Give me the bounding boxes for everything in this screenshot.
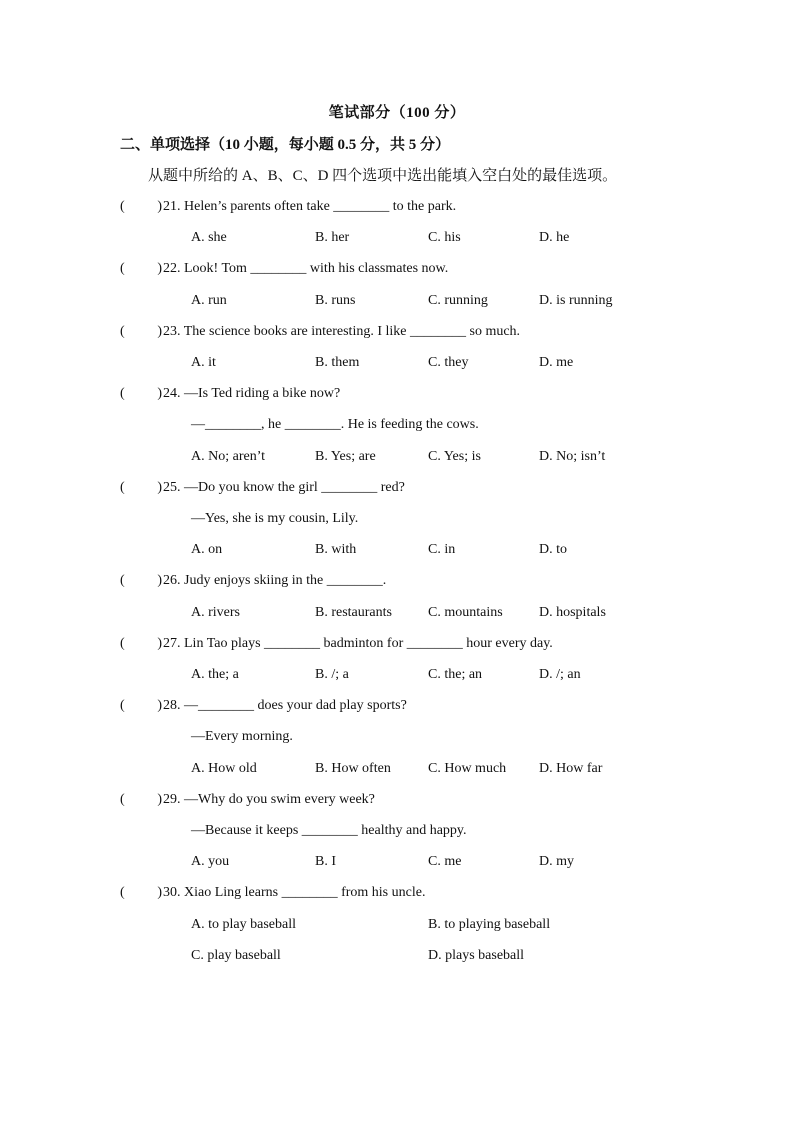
answer-bracket[interactable]: ( ) <box>120 386 162 401</box>
option-a[interactable]: A. No; aren’t <box>191 449 265 464</box>
option-b[interactable]: B. I <box>315 854 336 869</box>
option-d[interactable]: D. to <box>539 542 567 557</box>
answer-bracket[interactable]: ( ) <box>120 324 162 339</box>
question-stem: 30. Xiao Ling learns ________ from his uncle. <box>163 885 426 900</box>
answer-bracket[interactable]: ( ) <box>120 792 162 807</box>
option-d[interactable]: D. plays baseball <box>428 948 525 963</box>
question-stem: 25. —Do you know the girl ________ red? <box>163 480 405 495</box>
option-d[interactable]: D. me <box>539 355 574 370</box>
question-stem: 27. Lin Tao plays ________ badminton for ________ hour every day. <box>163 636 553 651</box>
option-a[interactable]: A. rivers <box>191 605 240 620</box>
option-d[interactable]: D. /; an <box>539 667 581 682</box>
option-d[interactable]: D. No; isn’t <box>539 449 606 464</box>
option-a[interactable]: A. the; a <box>191 667 239 682</box>
option-a[interactable]: A. you <box>191 854 230 869</box>
option-c[interactable]: C. Yes; is <box>428 449 481 464</box>
question-stem: 24. —Is Ted riding a bike now? <box>163 386 341 401</box>
question-stem: 22. Look! Tom ________ with his classmates now. <box>163 261 449 276</box>
answer-bracket[interactable]: ( ) <box>120 698 162 713</box>
answer-bracket[interactable]: ( ) <box>120 885 162 900</box>
answer-bracket[interactable]: ( ) <box>120 261 162 276</box>
option-c[interactable]: C. they <box>428 355 469 370</box>
question-stem: 28. —________ does your dad play sports? <box>163 698 407 713</box>
answer-bracket[interactable]: ( ) <box>120 480 162 495</box>
dialogue-reply: —________, he ________. He is feeding the cows. <box>191 417 479 432</box>
dialogue-reply: —Every morning. <box>191 729 293 744</box>
answer-bracket[interactable]: ( ) <box>120 199 162 214</box>
option-b[interactable]: B. How often <box>315 761 391 776</box>
option-b[interactable]: B. with <box>315 542 357 557</box>
option-b[interactable]: B. them <box>315 355 360 370</box>
option-c[interactable]: C. his <box>428 230 461 245</box>
dialogue-reply: —Because it keeps ________ healthy and happy. <box>191 823 467 838</box>
page-title: 笔试部分（100 分） <box>328 105 466 121</box>
option-c[interactable]: C. How much <box>428 761 507 776</box>
option-a[interactable]: A. run <box>191 293 227 308</box>
option-d[interactable]: D. How far <box>539 761 603 776</box>
option-d[interactable]: D. he <box>539 230 570 245</box>
answer-bracket[interactable]: ( ) <box>120 636 162 651</box>
option-d[interactable]: D. hospitals <box>539 605 606 620</box>
question-stem: 26. Judy enjoys skiing in the ________. <box>163 573 387 588</box>
instructions: 从题中所给的 A、B、C、D 四个选项中选出能填入空白处的最佳选项。 <box>148 168 618 184</box>
option-b[interactable]: B. her <box>315 230 350 245</box>
option-a[interactable]: A. it <box>191 355 216 370</box>
section-heading: 二、单项选择（10 小题，每小题 0.5 分，共 5 分） <box>120 137 451 153</box>
option-b[interactable]: B. /; a <box>315 667 349 682</box>
question-stem: 23. The science books are interesting. I like ________ so much. <box>163 324 521 339</box>
option-d[interactable]: D. is running <box>539 293 613 308</box>
dialogue-reply: —Yes, she is my cousin, Lily. <box>191 511 359 526</box>
option-b[interactable]: B. to playing baseball <box>428 917 551 932</box>
option-d[interactable]: D. my <box>539 854 574 869</box>
answer-bracket[interactable]: ( ) <box>120 573 162 588</box>
option-c[interactable]: C. running <box>428 293 488 308</box>
option-c[interactable]: C. me <box>428 854 462 869</box>
option-c[interactable]: C. in <box>428 542 456 557</box>
option-c[interactable]: C. mountains <box>428 605 503 620</box>
question-stem: 21. Helen’s parents often take ________ to the park. <box>163 199 457 214</box>
option-c[interactable]: C. play baseball <box>191 948 281 963</box>
option-b[interactable]: B. restaurants <box>315 605 392 620</box>
question-stem: 29. —Why do you swim every week? <box>163 792 375 807</box>
option-c[interactable]: C. the; an <box>428 667 483 682</box>
option-a[interactable]: A. she <box>191 230 227 245</box>
option-b[interactable]: B. runs <box>315 293 356 308</box>
option-b[interactable]: B. Yes; are <box>315 449 376 464</box>
option-a[interactable]: A. to play baseball <box>191 917 296 932</box>
option-a[interactable]: A. on <box>191 542 223 557</box>
option-a[interactable]: A. How old <box>191 761 257 776</box>
